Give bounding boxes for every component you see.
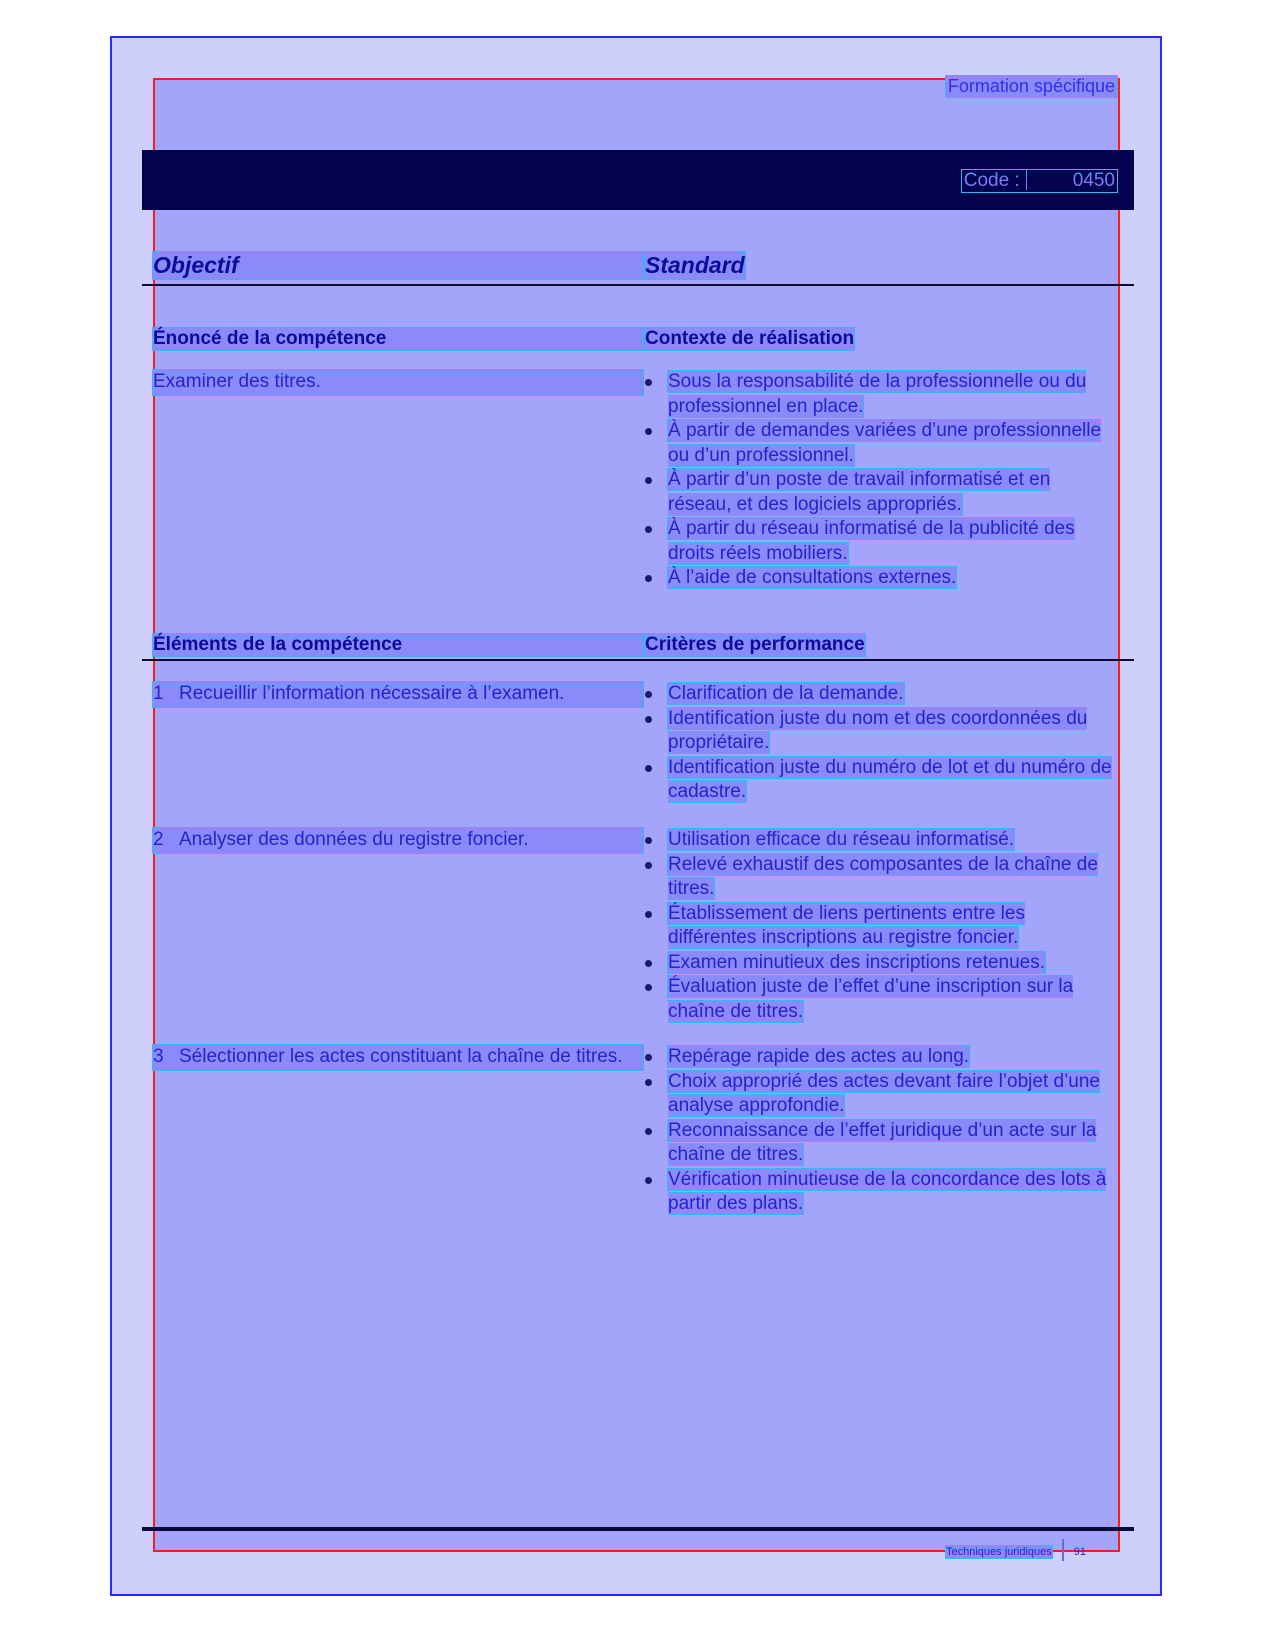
list-item: À partir du réseau informatisé de la publicité des droits réels mobiliers. (645, 517, 1117, 566)
list-item: Établissement de liens pertinents entre les différentes inscriptions au registre foncier. (645, 902, 1117, 951)
footer-rule (142, 1527, 1134, 1531)
contexte-list (645, 370, 1117, 591)
objectif-column (153, 252, 643, 279)
criteria-list (645, 1045, 1117, 1217)
element-number: 1 (153, 683, 164, 704)
bullet-icon (645, 691, 652, 698)
criteria-row-1 (645, 682, 1117, 805)
criteria-row-2 (645, 828, 1117, 1024)
code-value: 0450 (1072, 170, 1115, 191)
bullet-icon (645, 862, 652, 869)
element-label: Recueillir l’information nécessaire à l’examen. (179, 683, 565, 704)
bullet-icon (645, 837, 652, 844)
contexte-title: Contexte de réalisation (645, 328, 855, 349)
footer-program: Techniques juridiques (946, 1546, 1052, 1558)
bullet-icon (645, 984, 652, 991)
code-box (962, 170, 1117, 192)
list-item: Identification juste du numéro de lot et du numéro de cadastre. (645, 756, 1117, 805)
bullet-icon (645, 765, 652, 772)
footer-separator (1062, 1539, 1064, 1561)
footer (946, 1543, 1086, 1561)
bullet-icon (645, 1079, 652, 1086)
list-item: Vérification minutieuse de la concordance des lots à partir des plans. (645, 1168, 1117, 1217)
element-label: Sélectionner les actes constituant la chaîne de titres. (179, 1046, 623, 1067)
standard-heading: Standard (645, 252, 745, 278)
code-divider (1026, 170, 1027, 190)
bullet-icon (645, 911, 652, 918)
enonce-block (153, 328, 643, 395)
list-item: Examen minutieux des inscriptions retenues. (645, 951, 1117, 976)
bullet-icon (645, 379, 652, 386)
bullet-icon (645, 428, 652, 435)
element-label: Analyser des données du registre foncier. (179, 829, 529, 850)
list-item: Utilisation efficace du réseau informatisé. (645, 828, 1117, 853)
bullet-icon (645, 526, 652, 533)
criteria-title: Critères de performance (645, 634, 865, 655)
criteria-list (645, 828, 1117, 1024)
enonce-text: Examiner des titres. (153, 370, 643, 395)
objectif-heading: Objectif (153, 252, 643, 279)
criteria-list (645, 682, 1117, 805)
list-item: Repérage rapide des actes au long. (645, 1045, 1117, 1070)
list-item: Choix approprié des actes devant faire l’objet d’une analyse approfondie. (645, 1070, 1117, 1119)
element-number: 3 (153, 1046, 164, 1067)
standard-column (645, 252, 1117, 279)
footer-page-number: 91 (1073, 1546, 1087, 1558)
enonce-title: Énoncé de la compétence (153, 328, 643, 350)
list-item: À l’aide de consultations externes. (645, 566, 1117, 591)
criteria-heading-block (645, 634, 1117, 656)
elements-title: Éléments de la compétence (153, 634, 643, 656)
content-area (153, 78, 1120, 1552)
list-item: À partir d’un poste de travail informatisé et en réseau, et des logiciels appropriés. (645, 468, 1117, 517)
list-item: Relevé exhaustif des composantes de la chaîne de titres. (645, 853, 1117, 902)
element-number: 2 (153, 829, 164, 850)
list-item: Clarification de la demande. (645, 682, 1117, 707)
bullet-icon (645, 1128, 652, 1135)
section-rule (142, 284, 1134, 286)
list-item: Évaluation juste de l’effet d’une inscription sur la chaîne de titres. (645, 975, 1117, 1024)
criteria-row-3 (645, 1045, 1117, 1217)
list-item: Identification juste du nom et des coordonnées du propriétaire. (645, 707, 1117, 756)
list-item: Reconnaissance de l’effet juridique d’un acte sur la chaîne de titres. (645, 1119, 1117, 1168)
code-label: Code : (963, 170, 1020, 191)
list-item: À partir de demandes variées d’une professionnelle ou d’un professionnel. (645, 419, 1117, 468)
element-row-1 (153, 682, 643, 707)
bullet-icon (645, 477, 652, 484)
element-row-2 (153, 828, 643, 853)
elements-rule (142, 659, 1134, 661)
element-row-3 (153, 1045, 643, 1070)
bullet-icon (645, 1177, 652, 1184)
bullet-icon (645, 716, 652, 723)
header-title: Formation spécifique (947, 76, 1115, 96)
bullet-icon (645, 960, 652, 967)
bullet-icon (645, 575, 652, 582)
list-item: Sous la responsabilité de la professionnelle ou du professionnel en place. (645, 370, 1117, 419)
bullet-icon (645, 1054, 652, 1061)
contexte-block (645, 328, 1117, 591)
elements-heading-block (153, 634, 643, 656)
